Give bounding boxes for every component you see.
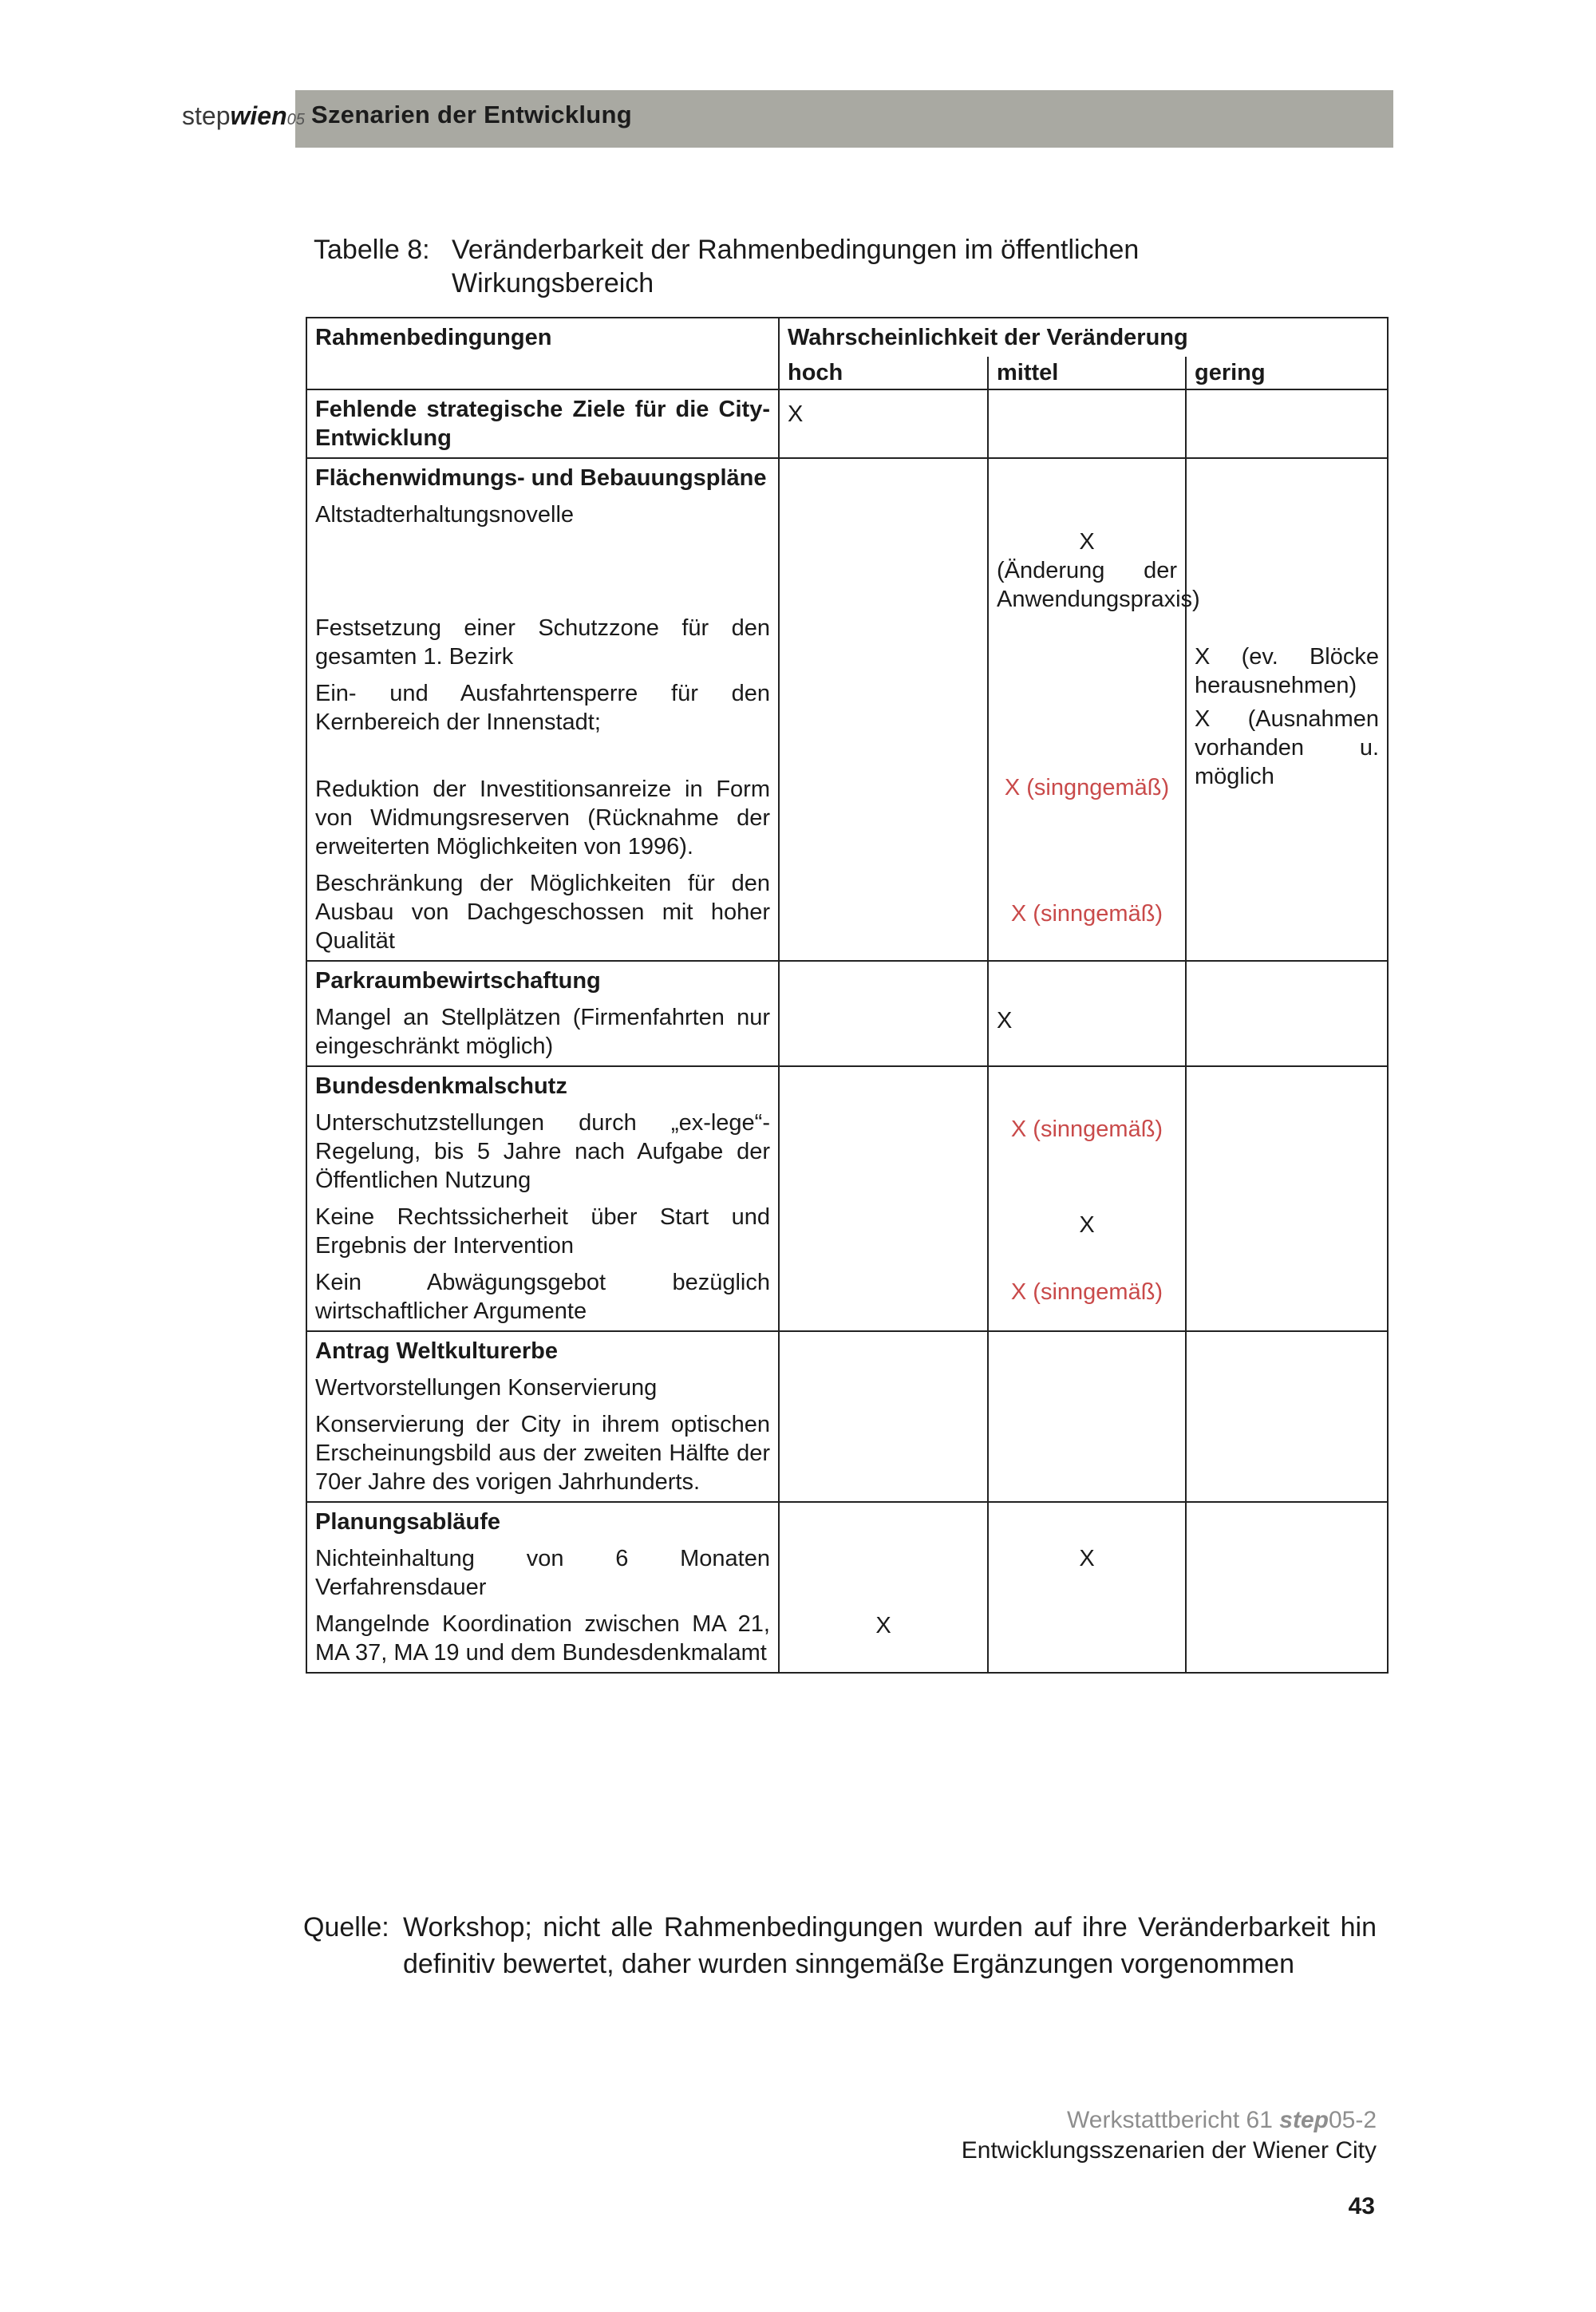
section-title-monument-protection: Bundesdenkmalschutz <box>315 1073 567 1099</box>
cell-mittel-mark: X <box>1079 1212 1095 1238</box>
conditions-table <box>306 317 1389 1674</box>
col-header-conditions: Rahmenbedingungen <box>306 318 779 389</box>
cell-mittel-mark-annotation: X (sinngemäß) <box>1010 901 1163 927</box>
item-wertvorstellungen: Wertvorstellungen Konservierung <box>315 1375 658 1401</box>
item-ausfahrtensperre: Ein- und Ausfahrtensperre für den Kernbereich der Innenstadt; <box>315 681 770 735</box>
item-investitionsanreize: Reduktion der Investitionsanreize in Form von Widmungsreserven (Rücknahme der erweiterten Möglichkeiten von 1996). <box>315 777 770 860</box>
section-title-parking: Parkraumbewirtschaftung <box>315 968 601 994</box>
table-row <box>306 389 1388 458</box>
table-row <box>306 458 1388 961</box>
item-koordination: Mangelnde Koordination zwischen MA 21, MA 37, MA 19 und dem Bundesdenkmalamt <box>315 1611 770 1666</box>
cell-gering-mark: X (ev. Blöcke herausnehmen) <box>1195 644 1380 698</box>
table-row <box>306 961 1388 1066</box>
cell-gering-mark: X (Ausnahmen vorhanden u. möglich <box>1195 706 1380 789</box>
section-title-planning: Planungsabläufe <box>315 1509 501 1535</box>
col-header-gering: gering <box>1186 357 1388 389</box>
table-header-row <box>306 318 1388 357</box>
item-ex-lege: Unterschutzstellungen durch „ex-lege“-Regelung, bis 5 Jahre nach Aufgabe der Öffentlichen Nutzung <box>315 1110 770 1193</box>
item-altstadterhaltung: Altstadterhaltungsnovelle <box>315 502 575 528</box>
cell-mittel-note: (Änderung der Anwendungspraxis) <box>997 558 1200 612</box>
item-konservierung: Konservierung der City in ihrem optischen Erscheinungsbild aus der zweiten Hälfte der 70er Jahre des vorigen Jahrhunderts. <box>315 1412 770 1495</box>
col-header-mittel: mittel <box>988 357 1186 389</box>
cell-mittel-mark-annotation: X (sinngemäß) <box>1010 1279 1163 1305</box>
table-caption-text: Veränderbarkeit der Rahmenbedingungen im öffentlichen Wirkungsbereich <box>452 235 1140 298</box>
item-stellplaetze: Mangel an Stellplätzen (Firmenfahrten nur eingeschränkt möglich) <box>315 1005 770 1059</box>
item-schutzzone: Festsetzung einer Schutzzone für den gesamten 1. Bezirk <box>315 615 770 670</box>
col-header-hoch: hoch <box>779 357 988 389</box>
table-row <box>306 1066 1388 1331</box>
page-number: 43 <box>1348 2193 1375 2219</box>
item-abwaegungsgebot: Kein Abwägungsgebot bezüglich wirtschaftlicher Argumente <box>315 1270 770 1324</box>
table-row <box>306 1502 1388 1673</box>
cell-mittel-mark-annotation: X (sinngemäß) <box>1010 1116 1163 1142</box>
cell-hoch-mark: X <box>779 389 988 458</box>
footer-report: Werkstattbericht 61 step05-2 <box>1067 2107 1377 2133</box>
item-dachgeschosse: Beschränkung der Möglichkeiten für den Ausbau von Dachgeschossen mit hoher Qualität <box>315 871 770 954</box>
cell-mittel-mark: X <box>1079 1546 1095 1571</box>
item-rechtssicherheit: Keine Rechtssicherheit über Start und Ergebnis der Intervention <box>315 1204 770 1259</box>
cell-hoch-mark: X <box>875 1613 891 1638</box>
table-row <box>306 1331 1388 1502</box>
section-title-world-heritage: Antrag Weltkulturerbe <box>315 1338 559 1364</box>
table-caption-label: Tabelle 8: <box>314 235 430 265</box>
section-title-strategic-goals: Fehlende strategische Ziele für die City-Entwicklung <box>315 397 770 451</box>
section-title-zoning: Flächenwidmungs- und Bebauungspläne <box>315 465 767 491</box>
col-header-probability: Wahrscheinlichkeit der Veränderung <box>779 318 1388 357</box>
footer-subtitle: Entwicklungsszenarien der Wiener City <box>961 2137 1377 2164</box>
source-text: Workshop; nicht alle Rahmenbedingungen wurden auf ihre Veränderbarkeit hin definitiv bewertet, daher wurden sinngemäße Ergänzungen vorgenommen <box>403 1912 1377 1979</box>
cell-mittel-mark: X <box>988 961 1186 1066</box>
cell-mittel-mark-annotation: X (singngemäß) <box>1004 775 1170 800</box>
header-title: Szenarien der Entwicklung <box>311 101 632 128</box>
cell-mittel-mark: X <box>1079 529 1095 555</box>
source-label: Quelle: <box>303 1912 389 1942</box>
stepwien-logo: stepwien05 <box>182 101 305 130</box>
item-verfahrensdauer: Nichteinhaltung von 6 Monaten Verfahrensdauer <box>315 1546 770 1600</box>
